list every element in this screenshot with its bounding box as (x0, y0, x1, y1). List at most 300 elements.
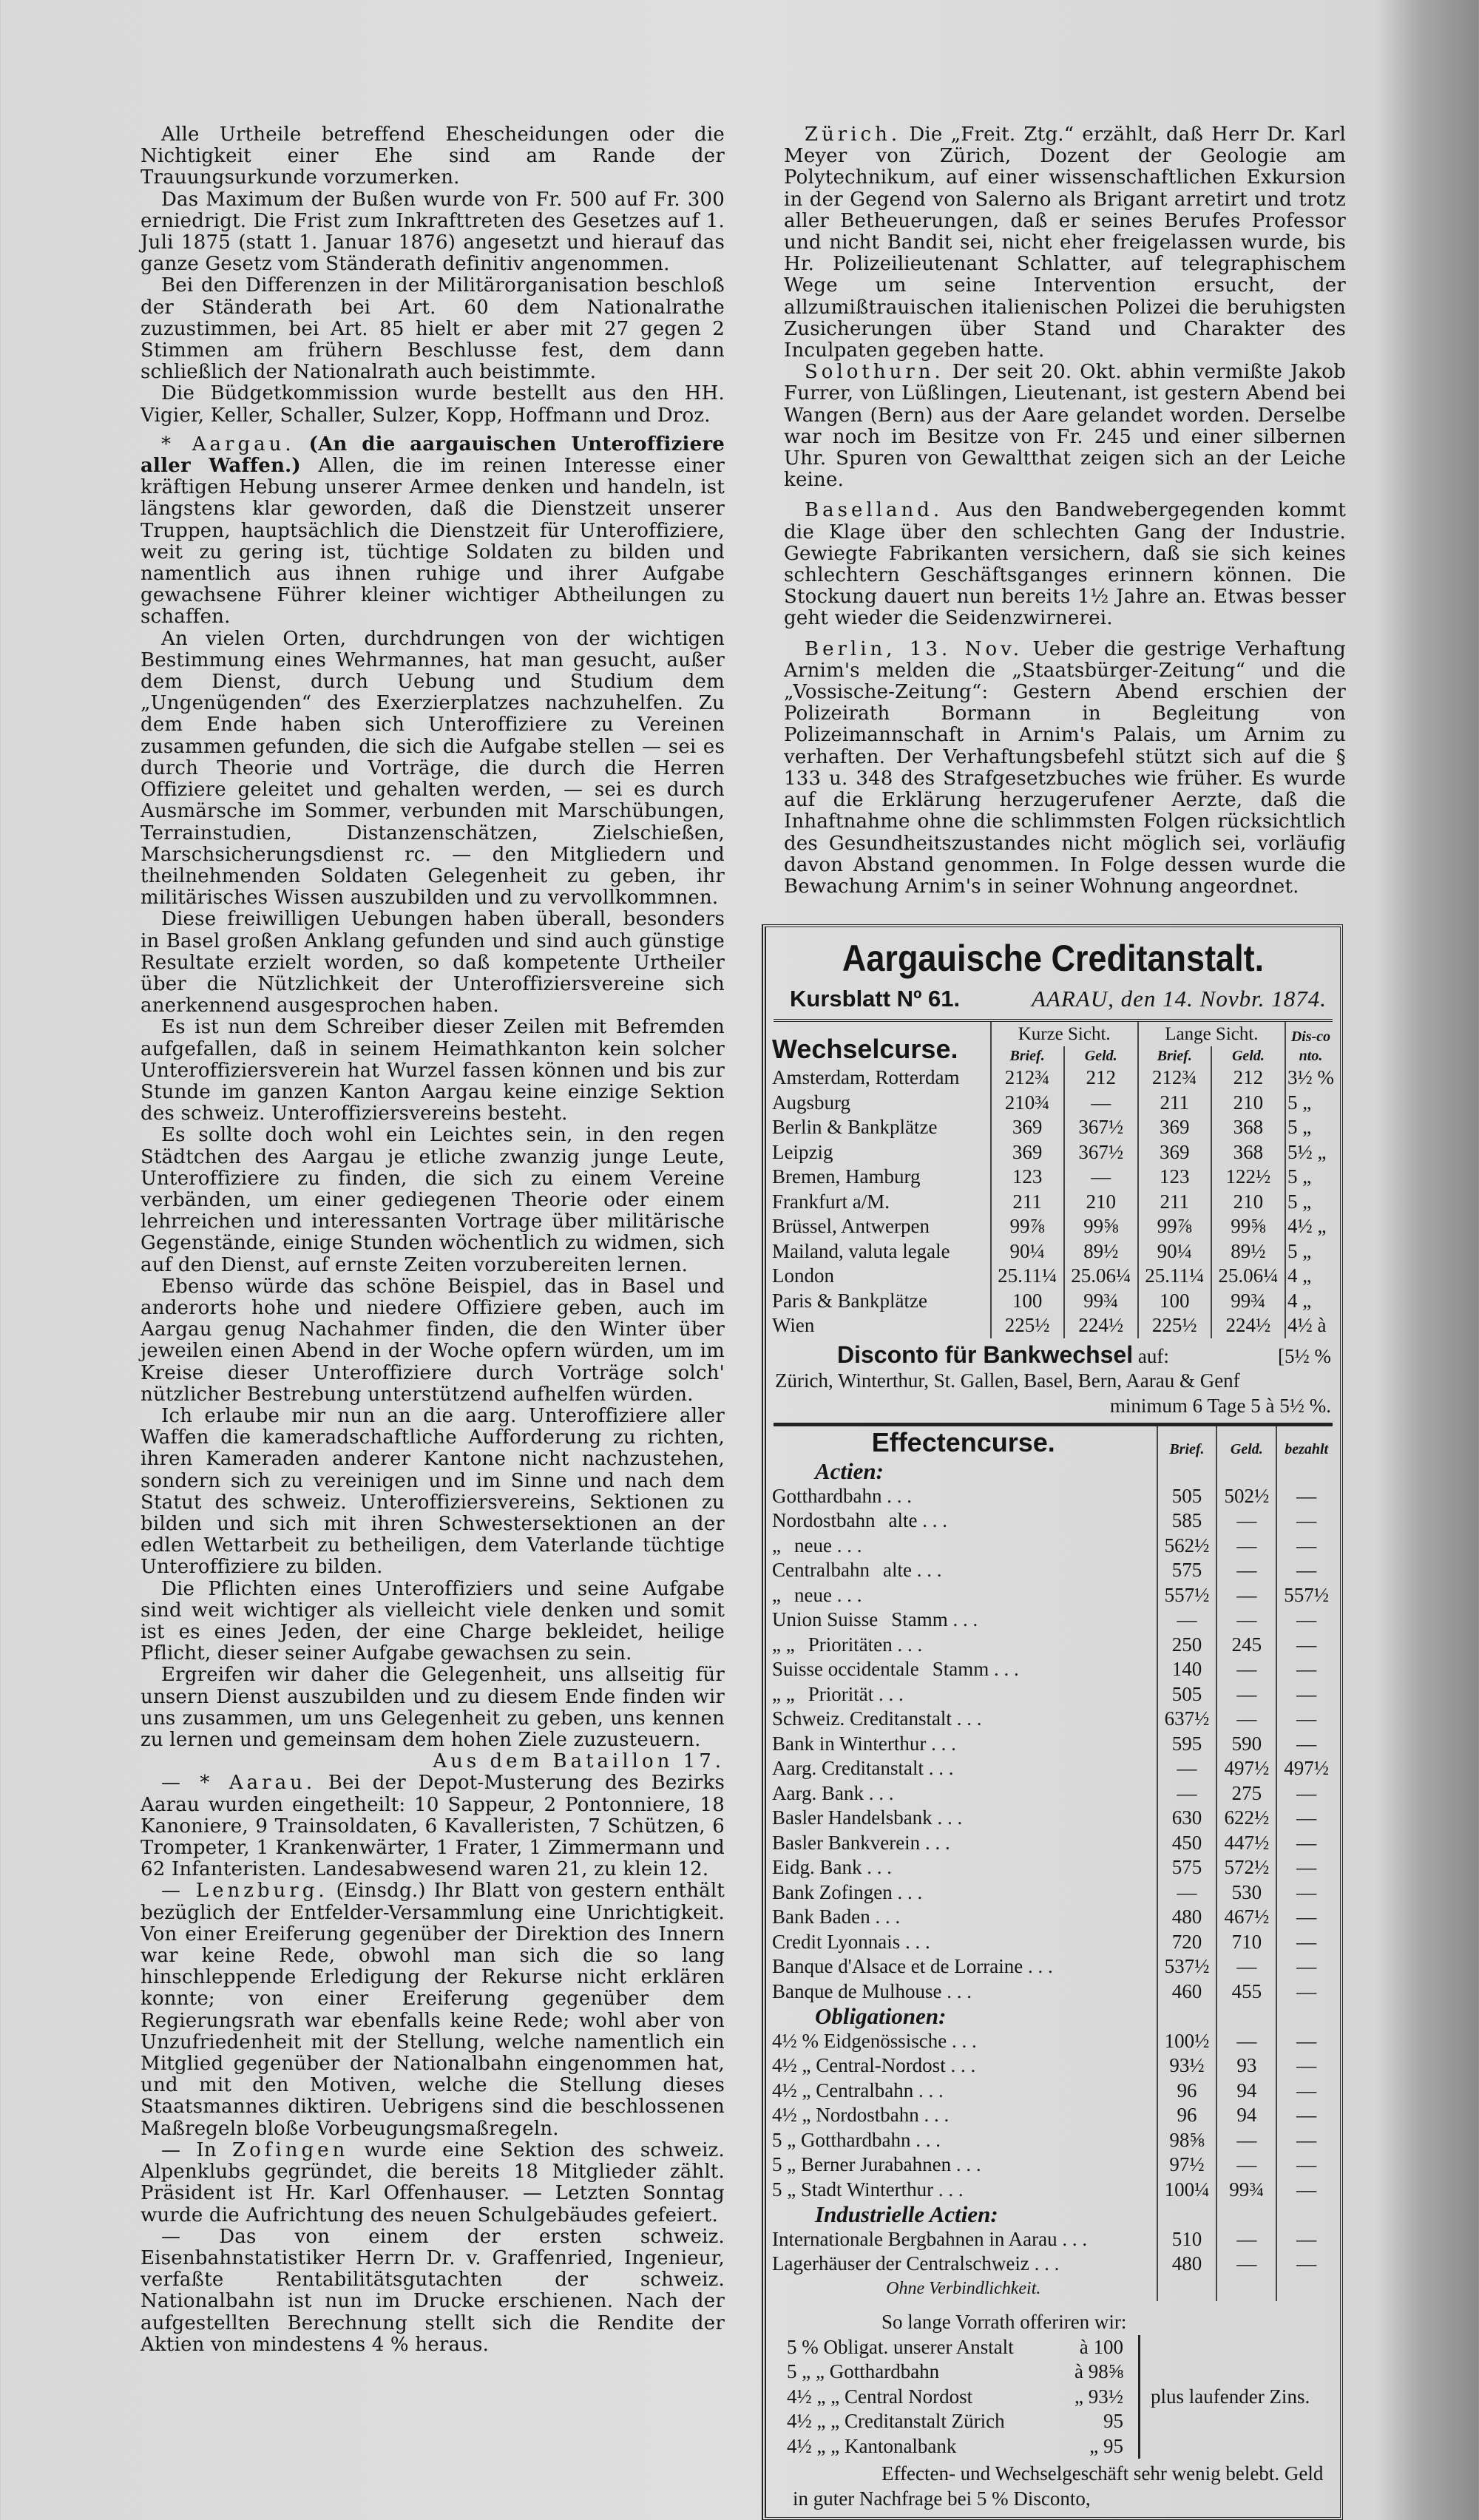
effecten-section (771, 2202, 1336, 2227)
security-geld: — (1216, 1682, 1276, 1707)
wechsel-place: Mailand, valuta legale (772, 1239, 950, 1262)
wechsel-table (771, 1022, 1336, 1338)
effecten-heading: Effectencurse. (871, 1427, 1055, 1458)
disclaimer: Ohne Verbindlichkeit. (886, 2278, 1041, 2298)
wechsel-row (771, 1239, 1336, 1264)
offer-security: 5 „ „ Gotthardbahn (787, 2360, 940, 2383)
leader-dots: . . . (945, 2054, 976, 2077)
wechsel-row (771, 1313, 1336, 1338)
lead-text: — In (161, 2138, 217, 2161)
wechsel-place: Brüssel, Antwerpen (772, 1215, 930, 1238)
security-bezahlt: — (1276, 1707, 1336, 1732)
kursblatt-subtitle (790, 986, 1327, 1012)
wechsel-disconto: 5 „ (1285, 1239, 1336, 1264)
place-name: Solothurn. (805, 361, 944, 384)
paragraph: Das Maximum der Bußen wurde von Fr. 500 auf Fr. 300 erniedrigt. Die Frist zum Inkrafttreten des Gesetzes auf 1. Juli 1875 (statt 1. Januar 1876) angesetzt und hierauf das ganze Gesetz vom Ständerath definitiv angenommen. (141, 188, 725, 276)
wechsel-place: Amsterdam, Rotterdam (772, 1066, 960, 1089)
security-geld: — (1216, 2227, 1276, 2252)
effecten-row (771, 1831, 1336, 1856)
security-name-cell (771, 1707, 1157, 1732)
security-bezahlt: — (1276, 1732, 1336, 1757)
security-brief: 562½ (1157, 1534, 1217, 1559)
offer-list (771, 2335, 1140, 2459)
security-name-cell (771, 1806, 1157, 1831)
security-name-cell (771, 1756, 1157, 1781)
wechsel-row (771, 1140, 1336, 1165)
effecten-row (771, 2029, 1336, 2054)
offer-block (771, 2335, 1336, 2459)
wechsel-kurz-brief: 25.11¼ (991, 1264, 1064, 1289)
security-bezahlt: — (1276, 2178, 1336, 2203)
security-name-cell (771, 1583, 1157, 1608)
leader-dots: . . . (892, 1633, 923, 1656)
security-name: 5 „ Stadt Winterthur (772, 2178, 934, 2201)
disconto-heading: Disconto für Bankwechsel (837, 1341, 1134, 1368)
wechsel-lang-brief: 211 (1138, 1190, 1211, 1215)
wechsel-lang-geld: 212 (1211, 1066, 1285, 1091)
brief-header: Brief. (1138, 1046, 1211, 1066)
security-geld: — (1216, 1954, 1276, 1979)
wechsel-lang-brief: 25.11¼ (1138, 1264, 1211, 1289)
security-geld: 572½ (1216, 1855, 1276, 1880)
security-geld: 622½ (1216, 1806, 1276, 1831)
wechsel-place: Paris & Bankplätze (772, 1289, 927, 1312)
offer-row (787, 2360, 1138, 2385)
leader-dots: . . . (870, 1906, 901, 1928)
security-name: Schweiz. Creditanstalt (772, 1707, 952, 1730)
wechsel-kurz-brief: 210¾ (991, 1091, 1064, 1116)
effecten-row (771, 1732, 1336, 1757)
wechsel-kurz-geld: 224½ (1064, 1313, 1138, 1338)
security-name-cell (771, 2152, 1157, 2178)
security-bezahlt: — (1276, 2053, 1336, 2079)
security-name: Aarg. Bank (772, 1781, 864, 1804)
effecten-row (771, 1608, 1336, 1633)
empty-cell (1216, 1459, 1276, 1484)
security-name: „ „ (772, 1682, 795, 1705)
offer-price: „ 95 (1089, 2434, 1123, 2457)
wechsel-place: Augsburg (772, 1091, 851, 1114)
empty-cell (1157, 2004, 1217, 2029)
wechsel-disconto: 5½ „ (1285, 1140, 1336, 1165)
berlin-item (784, 639, 1346, 898)
security-name: 5 „ Berner Jurabahnen (772, 2153, 952, 2176)
kursblatt-number: Kursblatt Nº 61. (790, 986, 961, 1012)
security-bezahlt: — (1276, 1558, 1336, 1583)
effecten-row (771, 2152, 1336, 2178)
security-geld: 502½ (1216, 1484, 1276, 1509)
security-geld: 94 (1216, 2103, 1276, 2128)
security-name-cell (771, 2053, 1157, 2079)
security-brief: 250 (1157, 1633, 1217, 1658)
paragraph-text: Die „Freit. Ztg.“ erzählt, daß Herr Dr. Karl Meyer von Zürich, Dozent der Geologie am Polytechnikum, auf einer wissenschaftlichen Exkursion in der Gegend von Salerno als Brigant arretirt und trotz aller Betheuerungen, daß er seines Berufes Professor und nicht Bandit sei, nicht eher freigelassen wurde, bis Hr. Polizeilieutenant Schlatter, auf telegraphischem Wege um seine Intervention ersucht, der allzumißtrauischen italienischen Polizei die beruhigsten Zusicherungen über Stand und Charakter des Inculpaten gegeben hatte. (784, 123, 1347, 362)
security-name: Basler Bankverein (772, 1831, 921, 1854)
leader-dots: . . . (1057, 2227, 1088, 2250)
security-brief: 140 (1157, 1657, 1217, 1682)
security-name-cell (771, 2029, 1157, 2054)
security-bezahlt: — (1276, 2103, 1336, 2128)
security-name: Internationale Bergbahnen in Aarau (772, 2227, 1057, 2250)
security-bezahlt: — (1276, 2227, 1336, 2252)
effecten-row (771, 1855, 1336, 1880)
security-brief: 460 (1157, 1979, 1217, 2005)
security-name-cell (771, 1657, 1157, 1682)
security-name-cell (771, 1905, 1157, 1930)
wechsel-lang-geld: 99¾ (1211, 1289, 1285, 1314)
wechsel-kurz-brief: 212¾ (991, 1066, 1064, 1091)
security-class: neue (793, 1534, 832, 1557)
effecten-row (771, 1484, 1336, 1509)
effecten-row (771, 1682, 1336, 1707)
leader-dots: . . . (1023, 1955, 1053, 1978)
empty-cell (1216, 2277, 1276, 2302)
wechsel-row (771, 1289, 1336, 1314)
leader-dots: . . . (831, 1534, 862, 1557)
wechsel-disconto: 4 „ (1285, 1264, 1336, 1289)
leader-dots: . . . (951, 1707, 982, 1730)
wechsel-lang-geld: 368 (1211, 1140, 1285, 1165)
lenzburg-item (141, 1880, 725, 2139)
effecten-section (771, 2004, 1336, 2029)
wechsel-lang-brief: 99⅞ (1138, 1214, 1211, 1239)
security-bezahlt: — (1276, 1954, 1336, 1979)
effecten-row (771, 1781, 1336, 1806)
wechsel-place: Wien (772, 1314, 815, 1337)
security-name-cell (771, 1534, 1157, 1559)
security-name: Banque de Mulhouse (772, 1979, 942, 2002)
leader-dots: . . . (911, 1559, 942, 1582)
security-name-cell (771, 1880, 1157, 1906)
effecten-row (771, 1756, 1336, 1781)
wechsel-disconto: 5 „ (1285, 1165, 1336, 1190)
security-brief: 100¼ (1157, 2178, 1217, 2203)
offer-plus-interest: plus laufender Zins. (1151, 2385, 1310, 2408)
security-bezahlt: — (1276, 1534, 1336, 1559)
wechsel-disconto: 4½ „ (1285, 1214, 1336, 1239)
wechsel-kurz-brief: 369 (991, 1140, 1064, 1165)
effecten-row (771, 1954, 1336, 1979)
security-bezahlt: — (1276, 1905, 1336, 1930)
security-bezahlt: — (1276, 1880, 1336, 1906)
security-brief: 595 (1157, 1732, 1217, 1757)
security-brief: 557½ (1157, 1583, 1217, 1608)
effecten-row (771, 1633, 1336, 1658)
security-geld: — (1216, 1558, 1276, 1583)
lange-sicht-header: Lange Sicht. (1138, 1022, 1285, 1047)
security-name: „ (772, 1534, 781, 1557)
leader-dots: . . . (892, 1880, 923, 1903)
kursblatt-title: Aargauische Creditanstalt. (842, 938, 1265, 980)
place-name: Berlin, 13. Nov. (805, 637, 1023, 660)
wechsel-disconto: 4 „ (1285, 1289, 1336, 1314)
wechsel-kurz-geld: 99⅝ (1064, 1214, 1138, 1239)
security-brief: 96 (1157, 2103, 1217, 2128)
effecten-row (771, 1806, 1336, 1831)
wechsel-kurz-brief: 90¼ (991, 1239, 1064, 1264)
security-class: Prioritäten (808, 1633, 893, 1656)
security-name: Bank Zofingen (772, 1880, 893, 1903)
offer-row (787, 2409, 1138, 2434)
security-name: Gotthardbahn (772, 1484, 882, 1507)
wechsel-lang-geld: 224½ (1211, 1313, 1285, 1338)
left-column (141, 124, 725, 2356)
paragraph-text: Ueber die gestrige Verhaftung Arnim's melden die „Staatsbürger-Zeitung“ und die „Vossische-Zeitung“: Gestern Abend erschien der Polizeirath Bormann in Begleitung von Polizeimannschaft in Arnim's Palais, um Arnim zu verhaften. Der Verhaftungsbefehl stützt sich auf die § 133 u. 348 des Strafgesetzbuches wie früher. Es wurde auf die Erklärung herzugerufener Aerzte, daß die Inhaftnahme ohne die schlimmsten Folgen rücksichtlich des Gesundheitszustandes nicht möglich sei, vorläufig davon Abstand genommen. In Folge dessen wurde die Bewachung Arnim's in seiner Wohnung angeordnet. (784, 637, 1346, 898)
paragraph: Es ist nun dem Schreiber dieser Zeilen mit Befremden aufgefallen, daß in seinem Heimathkanton kein solcher Unteroffiziersverein hat Wurzel fassen können und bis zur Stunde im ganzen Kanton Aargau keine einzige Sektion des schweiz. Unteroffiziersvereins besteht. (141, 1016, 725, 1125)
section-title: Actien: (815, 1458, 884, 1485)
paragraph-text: wurde eine Sektion des schweiz. Alpenklubs gegründet, die bereits 18 Mitglieder zählt. Präsident ist Hr. Karl Offenhauser. — Letzten Sonntag wurde die Aufrichtung des neuen Schulgebäudes gefeiert. (141, 2138, 725, 2226)
wechsel-disconto: 5 „ (1285, 1115, 1336, 1140)
leader-dots: . . . (926, 1732, 956, 1755)
section-title: Obligationen: (815, 2003, 947, 2030)
security-geld: — (1216, 1657, 1276, 1682)
right-column (772, 123, 1347, 2520)
security-geld: 710 (1216, 1930, 1276, 1955)
security-brief: 93½ (1157, 2053, 1217, 2079)
empty-cell (1157, 2202, 1217, 2227)
security-bezahlt: — (1276, 1508, 1336, 1534)
security-bezahlt: 557½ (1276, 1583, 1336, 1608)
security-bezahlt: — (1276, 1682, 1336, 1707)
security-brief: — (1157, 1608, 1217, 1633)
leader-dots: . . . (951, 2153, 981, 2176)
place-name: — * Aarau. (161, 1772, 317, 1795)
security-geld: — (1216, 2252, 1276, 2277)
wechsel-row (771, 1066, 1336, 1091)
security-bezahlt: — (1276, 1484, 1336, 1509)
wechsel-kurz-geld: 89½ (1064, 1239, 1138, 1264)
effecten-row (771, 2128, 1336, 2153)
security-brief: 100½ (1157, 2029, 1217, 2054)
security-name: „ (772, 1583, 781, 1606)
paragraph: Bei den Differenzen in der Militärorganisation beschloß der Ständerath bei Art. 60 dem Nationalrathe zuzustimmen, bei Art. 85 hielt er aber mit 27 gegen 2 Stimmen am frühern Beschlusse fest, dem dann schließlich der Nationalrath auch beistimmte. (141, 274, 725, 384)
offer-price: à 100 (1079, 2335, 1123, 2358)
security-geld: 497½ (1216, 1756, 1276, 1781)
paragraph-text: (Einsdg.) Ihr Blatt von gestern enthält bezüglich der Entfelder-Versammlung eine Unrichtigkeit. Von einer Ereiferung gegenüber der Direktion des Innern war keine Rede, obwohl man sich die so lang hinschleppende Erledigung der Rekurse nicht erklären konnte; von einer Ereiferung gegenüber dem Regierungsrath war ebenfalls keine Rede; wohl aber von Unzufriedenheit mit der Stellung, welche namentlich ein Mitglied gegenüber der Nationalbahn eingenommen hat, und mit den Motiven, welche die Stellung dieses Staatsmannes diktiren. Uebrigens sind die beschlossenen Maßregeln bloße Vorbeugungsmaßregeln. (141, 1880, 725, 2140)
effecten-row (771, 2252, 1336, 2277)
security-geld: — (1216, 1608, 1276, 1633)
security-geld: 93 (1216, 2053, 1276, 2079)
wechsel-kurz-geld: 99¾ (1064, 1289, 1138, 1314)
security-brief: 637½ (1157, 1707, 1217, 1732)
wechsel-kurz-geld: 25.06¼ (1064, 1264, 1138, 1289)
geld-header: Geld. (1064, 1046, 1138, 1066)
wechsel-lang-geld: 99⅝ (1211, 1214, 1285, 1239)
effecten-row (771, 1508, 1336, 1534)
security-geld: — (1216, 1707, 1276, 1732)
paragraph-text: Allen, die im reinen Interesse einer kräftigen Hebung unserer Armee denken und handeln, ist längstens klar geworden, daß die Dienstzeit unserer Truppen, hauptsächlich die Dienstzeit für Unteroffiziere, weit zu gering ist, tüchtige Soldaten zu bilden und namentlich aus ihnen ruhige und ihrer Aufgabe gewachsene Führer kleiner wichtiger Abtheilungen zu schaffen. (141, 455, 725, 629)
empty-cell (1276, 1459, 1336, 1484)
security-name-cell (771, 2103, 1157, 2128)
security-brief: 510 (1157, 2227, 1217, 2252)
disconto-header: Dis-conto. (1285, 1022, 1336, 1066)
offer-intro: So lange Vorrath offeriren wir: (881, 2311, 1127, 2334)
wechsel-row (771, 1165, 1336, 1190)
leader-dots: . . . (941, 1979, 972, 2002)
offer-row (787, 2385, 1138, 2410)
security-brief: 630 (1157, 1806, 1217, 1831)
wechsel-kurz-geld: 367½ (1064, 1115, 1138, 1140)
wechsel-place: London (772, 1264, 834, 1287)
wechsel-rows (771, 1066, 1336, 1338)
security-brief: 480 (1157, 2252, 1217, 2277)
wechsel-lang-geld: 25.06¼ (1211, 1264, 1285, 1289)
wechsel-lang-brief: 90¼ (1138, 1239, 1211, 1264)
effecten-row (771, 1558, 1336, 1583)
security-name-cell (771, 2252, 1157, 2277)
wechsel-kurz-brief: 123 (991, 1165, 1064, 1190)
security-bezahlt: — (1276, 2252, 1336, 2277)
kurze-sicht-header: Kurze Sicht. (991, 1022, 1138, 1047)
wechsel-lang-geld: 210 (1211, 1190, 1285, 1215)
security-name-cell (771, 1633, 1157, 1658)
baselland-item (784, 500, 1346, 629)
security-geld: — (1216, 2029, 1276, 2054)
brief-header: Brief. (991, 1046, 1064, 1066)
security-bezahlt: — (1276, 1781, 1336, 1806)
place-name: * Aargau. (161, 433, 295, 455)
leader-dots: . . . (920, 1831, 950, 1854)
wechsel-kurz-brief: 225½ (991, 1313, 1064, 1338)
wechsel-lang-geld: 368 (1211, 1115, 1285, 1140)
effecten-row (771, 1707, 1336, 1732)
security-geld: — (1216, 1508, 1276, 1534)
security-bezahlt: — (1276, 1633, 1336, 1658)
security-name: 5 „ Gotthardbahn (772, 2128, 911, 2151)
place-name: Zofingen (232, 2138, 349, 2161)
kursblatt-advertisement (762, 924, 1343, 2520)
wechsel-place: Frankfurt a/M. (772, 1190, 890, 1213)
wechsel-lang-brief: 123 (1138, 1165, 1211, 1190)
paragraph: Diese freiwilligen Uebungen haben überall, besonders in Basel großen Anklang gefunden und sind auch günstige Resultate erzielt worden, so daß kompetente Urtheiler über die Nützlichkeit der Unteroffiziersvereine sich anerkennend ausgesprochen haben. (141, 908, 725, 1017)
effecten-row (771, 2103, 1336, 2128)
security-name-cell (771, 1954, 1157, 1979)
wechsel-kurz-brief: 211 (991, 1190, 1064, 1215)
leader-dots: . . . (831, 1583, 862, 1606)
leader-dots: . . . (918, 2104, 950, 2127)
empty-cell (1276, 2004, 1336, 2029)
wechsel-kurz-brief: 100 (991, 1289, 1064, 1314)
security-bezahlt: — (1276, 1855, 1336, 1880)
brief-header: Brief. (1157, 1426, 1217, 1459)
security-geld: 467½ (1216, 1905, 1276, 1930)
effecten-row (771, 1930, 1336, 1955)
leader-dots: . . . (862, 1856, 892, 1879)
wechsel-heading: Wechselcurse. (772, 1034, 958, 1065)
disconto-line (771, 1338, 1336, 1369)
security-name: Basler Handelsbank (772, 1806, 933, 1829)
security-brief: — (1157, 1756, 1217, 1781)
wechsel-row (771, 1214, 1336, 1239)
security-name: Bank Baden (772, 1906, 870, 1928)
leader-dots: . . . (923, 1757, 954, 1780)
disclaimer-row (771, 2277, 1336, 2302)
wechsel-lang-geld: 122½ (1211, 1165, 1285, 1190)
effecten-section (771, 1459, 1336, 1484)
security-brief: 505 (1157, 1682, 1217, 1707)
security-geld: — (1216, 2152, 1276, 2178)
leader-dots: . . . (947, 2029, 977, 2052)
paragraph: Die Büdgetkommission wurde bestellt aus den HH. Vigier, Keller, Schaller, Sulzer, Kopp, Hoffmann und Droz. (141, 382, 725, 427)
effecten-row (771, 1583, 1336, 1608)
security-class: Stamm (932, 1658, 989, 1681)
empty-cell (1157, 1459, 1217, 1484)
security-name: Lagerhäuser der Centralschweiz (772, 2252, 1029, 2275)
security-name-cell (771, 1781, 1157, 1806)
security-geld: 590 (1216, 1732, 1276, 1757)
leader-dots: . . . (873, 1682, 904, 1705)
security-name: 4½ „ Central-Nordost (772, 2054, 946, 2077)
security-brief: — (1157, 1781, 1217, 1806)
place-name: Zürich. (805, 123, 901, 146)
security-name: Credit Lyonnais (772, 1930, 901, 1953)
security-brief: 585 (1157, 1508, 1217, 1534)
security-brief: — (1157, 1880, 1217, 1906)
security-name-cell (771, 1558, 1157, 1583)
wechsel-lang-brief: 211 (1138, 1091, 1211, 1116)
security-geld: — (1216, 2128, 1276, 2153)
security-geld: 94 (1216, 2079, 1276, 2104)
wechsel-row (771, 1190, 1336, 1215)
paragraph: An vielen Orten, durchdrungen von der wichtigen Bestimmung eines Wehrmannes, hat man gesucht, außer dem Dienst, durch Uebung und Studium dem „Ungenügenden“ des Exerzierplatzes nachzuhelfen. Zu dem Ende haben sich Unteroffiziere zu Vereinen zusammen gefunden, die sich die Aufgabe stellen — sei es durch Theorie und Vorträge, die durch die Herren Offiziere geleitet und gehalten werden, — sei es durch Ausmärsche im Sommer, verbunden mit Marschübungen, Terrainstudien, Distanzenschätzen, Zielschießen, Marschsicherungsdienst rc. — den Mitgliedern und theilnehmenden Soldaten Gelegenheit zu geben, ihr militärisches Wissen auszubilden und zu vervollkommnen. (141, 627, 725, 910)
security-brief: 97½ (1157, 2152, 1217, 2178)
disconto-places: Zürich, Winterthur, St. Gallen, Basel, Bern, Aarau & Genf (775, 1369, 1240, 1392)
wechsel-disconto: 5 „ (1285, 1091, 1336, 1116)
security-class: Stamm (891, 1608, 948, 1631)
wechsel-kurz-geld: 210 (1064, 1190, 1138, 1215)
security-name-cell (771, 1979, 1157, 2005)
disconto-auf: auf: (1137, 1344, 1169, 1367)
paragraph-text: Aus den Bandwebergegenden kommt die Klage über den schlechten Gang der Industrie. Gewiegte Fabrikanten versichern, daß sie sich keines schlechtern Geschäftsganges erinnern können. Die Stockung dauert nun bereits 1½ Jahre an. Etwas besser geht wieder die Seidenzwirnerei. (784, 499, 1346, 630)
empty-cell (1157, 2277, 1217, 2302)
effecten-row (771, 2227, 1336, 2252)
wien-disconto-extra: [5½ % (1278, 1344, 1331, 1367)
leader-dots: . . . (1029, 2252, 1060, 2275)
security-name-cell (771, 1508, 1157, 1534)
security-bezahlt: — (1276, 2152, 1336, 2178)
security-bezahlt: — (1276, 1806, 1336, 1831)
effecten-row (771, 1905, 1336, 1930)
security-name-cell (771, 1855, 1157, 1880)
wechsel-disconto: 4½ à (1285, 1313, 1336, 1338)
security-brief: 575 (1157, 1855, 1217, 1880)
paragraph-text: Der seit 20. Okt. abhin vermißte Jakob Furrer, von Lüßlingen, Lieutenant, ist gestern Abend bei Wangen (Bern) aus der Aare gelandet worden. Derselbe war noch im Besitze von Fr. 245 und einer silbernen Uhr. Spuren von Gewaltthat zeigen sich an der Leiche keine. (784, 361, 1347, 492)
security-brief: 480 (1157, 1905, 1217, 1930)
wechsel-lang-geld: 89½ (1211, 1239, 1285, 1264)
security-brief: 720 (1157, 1930, 1217, 1955)
wechsel-lang-brief: 369 (1138, 1140, 1211, 1165)
security-name: Nordostbahn (772, 1509, 876, 1532)
security-bezahlt: — (1276, 2128, 1336, 2153)
security-bezahlt: 497½ (1276, 1756, 1336, 1781)
paragraph: Die Pflichten eines Unteroffiziers und seine Aufgabe sind weit wichtiger als vielleicht viele denken und somit ist es eines Jeden, der eine Charge bekleidet, heilige Pflicht, dieser seiner Aufgabe gewachsen zu sein. (141, 1577, 725, 1665)
security-name-cell (771, 1732, 1157, 1757)
wechsel-kurz-brief: 99⅞ (991, 1214, 1064, 1239)
offer-security: 5 % Obligat. unserer Anstalt (787, 2335, 1014, 2358)
security-bezahlt: — (1276, 1831, 1336, 1856)
security-class: alte (888, 1509, 918, 1532)
effecten-table (771, 1426, 1336, 2301)
security-name: 4½ % Eidgenössische (772, 2029, 947, 2052)
aarau-item (141, 1772, 725, 1880)
leader-dots: . . . (863, 1781, 894, 1804)
geld-header: Geld. (1216, 1426, 1276, 1459)
security-geld: 275 (1216, 1781, 1276, 1806)
security-name: Eidg. Bank (772, 1856, 862, 1879)
market-note: Effecten- und Wechselgeschäft sehr wenig belebt. Geld in guter Nachfrage bei 5 % Disconto, (793, 2462, 1324, 2510)
offer-price: 95 (1103, 2410, 1123, 2433)
security-geld: 530 (1216, 1880, 1276, 1906)
security-name: Suisse occidentale (772, 1658, 919, 1681)
